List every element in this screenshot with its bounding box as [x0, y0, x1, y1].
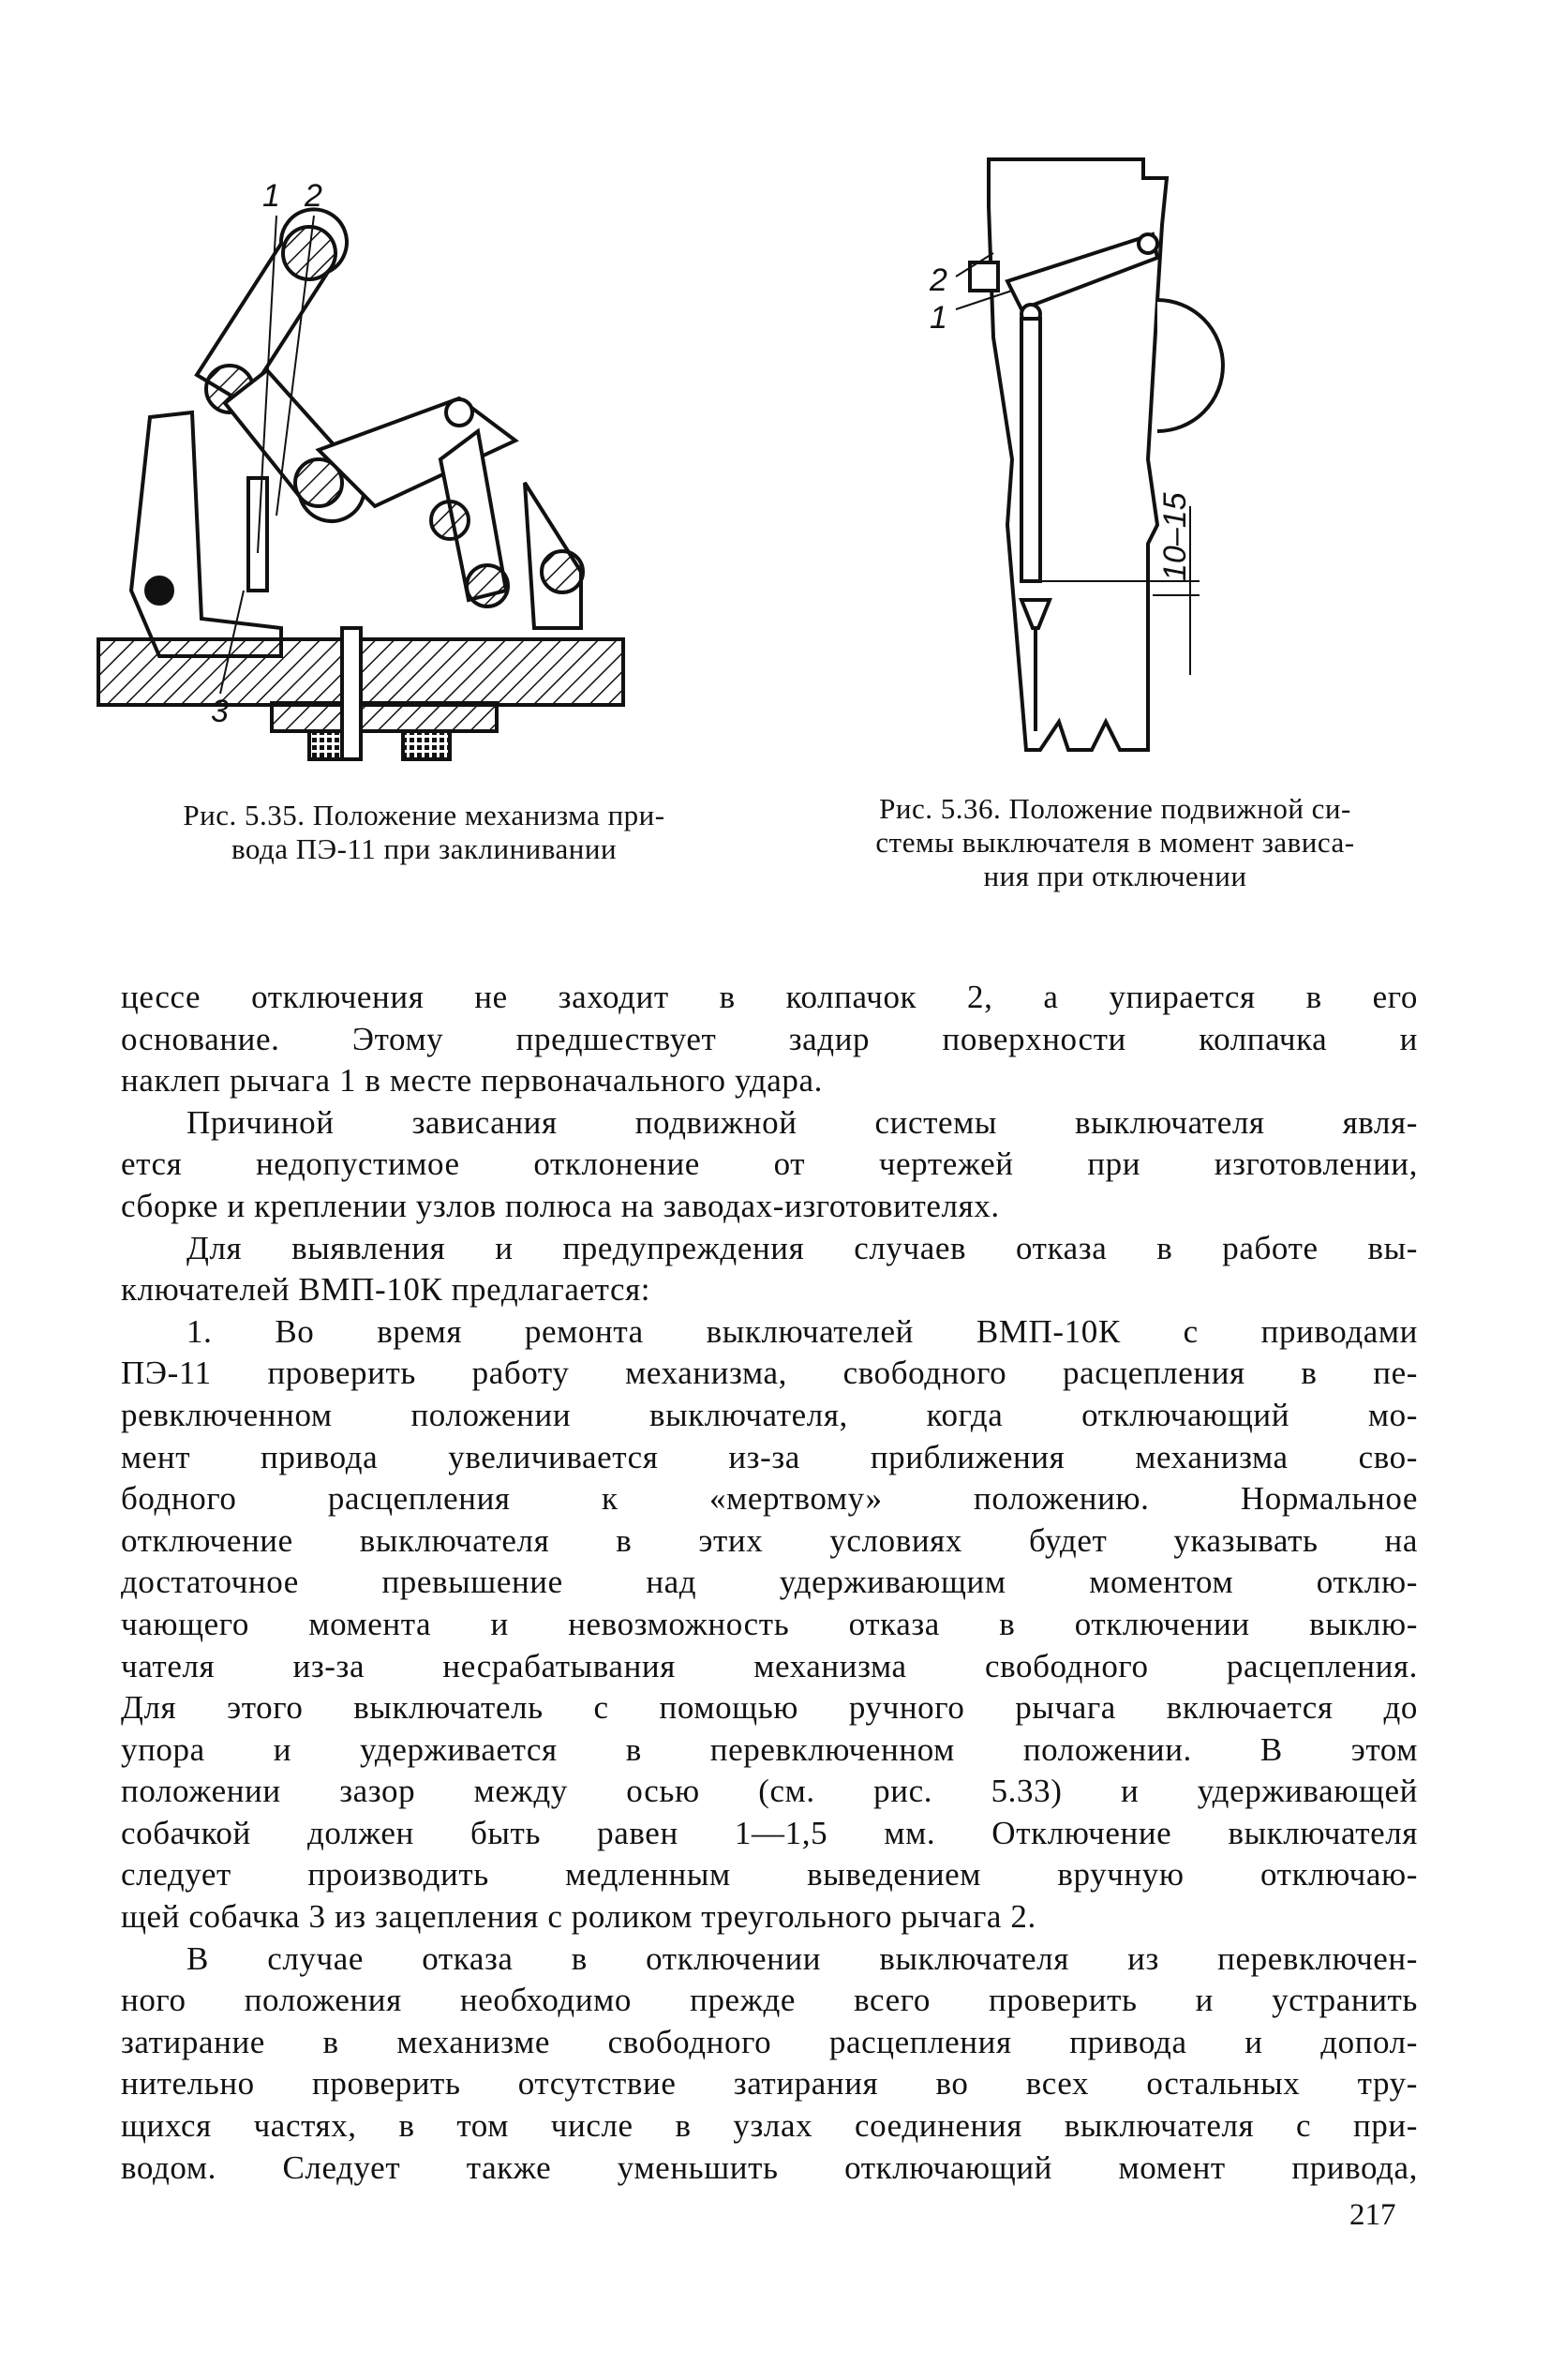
text-line: сборке и креплении узлов полюса на заводах-изготовителях. [121, 1187, 1000, 1224]
text-line: ного положения необходимо прежде всего проверить и устранить [121, 1982, 1418, 2019]
text-line: нительно проверить отсутствие затирания во всех остальных тру- [121, 2065, 1418, 2103]
caption-line: Рис. 5.36. Положение подвижной си- [879, 792, 1351, 825]
text-line: водом. Следует также уменьшить отключающий момент привода, [121, 2148, 1418, 2186]
figure-label-1: 1 [930, 300, 947, 336]
text-line: 1. Во время ремонта выключателей ВМП-10К с приводами [186, 1312, 1418, 1350]
coil-right [403, 731, 450, 759]
text-line: собачкой должен быть равен 1—1,5 мм. Отключение выключателя [121, 1814, 1418, 1851]
text-line: достаточное превышение над удерживающим моментом отклю- [121, 1564, 1418, 1601]
text-line: Для этого выключатель с помощью ручного рычага включается до [121, 1689, 1418, 1727]
text-line: Причиной зависания подвижной системы выключателя явля- [186, 1103, 1418, 1141]
cap [1157, 300, 1223, 431]
text-line: основание. Этому предшествует задир поверхности колпачка и [121, 1020, 1418, 1057]
text-line: щихся частях, в том числе в узлах соединения выключателя с при- [121, 2107, 1418, 2145]
figure-label-3: 3 [211, 694, 229, 729]
figure-label-2: 2 [305, 178, 322, 214]
text-line: мент привода увеличивается из-за приближения механизма сво- [121, 1438, 1418, 1475]
figure-5-36-drawing [918, 150, 1237, 759]
figure-5-36-caption [797, 792, 1434, 893]
text-line: бодного расцепления к «мертвому» положению. Нормальное [121, 1480, 1418, 1518]
figure-label-1: 1 [262, 178, 280, 214]
text-line: Для выявления и предупреждения случаев отказа в работе вы- [186, 1229, 1418, 1266]
text-line: чающего момента и невозможность отказа в отключении выклю- [121, 1605, 1418, 1642]
caption-line: вода ПЭ-11 при заклинивании [231, 832, 618, 865]
text-line: ПЭ-11 проверить работу механизма, свободного расцепления в пе- [121, 1355, 1418, 1392]
caption-line: стемы выключателя в момент зависа- [875, 826, 1355, 859]
dimension-label: 10–15 [1157, 492, 1193, 581]
text-line: щей собачка 3 из зацепления с роликом треугольного рычага 2. [121, 1898, 1036, 1936]
text-line: ключателей ВМП-10К предлагается: [121, 1271, 651, 1309]
page-number: 217 [1349, 2198, 1396, 2232]
figure-5-35-caption [117, 799, 731, 866]
text-line: отключение выключателя в этих условиях будет указывать на [121, 1521, 1418, 1559]
text-line: наклеп рычага 1 в месте первоначального удара. [121, 1062, 824, 1100]
text-line: чателя из-за несрабатывания механизма свободного расцепления. [121, 1647, 1418, 1684]
text-line: цессе отключения не заходит в колпачок 2, а упирается в его [121, 979, 1418, 1015]
text-line: следует производить медленным выведением вручную отключаю- [121, 1856, 1418, 1894]
caption-line: Рис. 5.35. Положение механизма при- [183, 799, 665, 831]
text-line: ревключенном положении выключателя, когда отключающий мо- [121, 1396, 1418, 1433]
text-line: затирание в механизме свободного расцепления привода и допол- [121, 2023, 1418, 2060]
text-line: В случае отказа в отключении выключателя из перевключен- [186, 1939, 1418, 1977]
text-line: ется недопустимое отклонение от чертежей при изготовлении, [121, 1145, 1418, 1183]
body-text [121, 977, 1418, 2189]
contact-rod [1021, 319, 1040, 581]
figure-label-2: 2 [930, 262, 947, 298]
caption-line: ния при отключении [983, 860, 1247, 892]
figure-5-35-drawing [131, 178, 722, 759]
text-line: положении зазор между осью (см. рис. 5.33) и удерживающей [121, 1773, 1418, 1810]
text-line: упора и удерживается в перевключенном положении. В этом [121, 1730, 1418, 1768]
